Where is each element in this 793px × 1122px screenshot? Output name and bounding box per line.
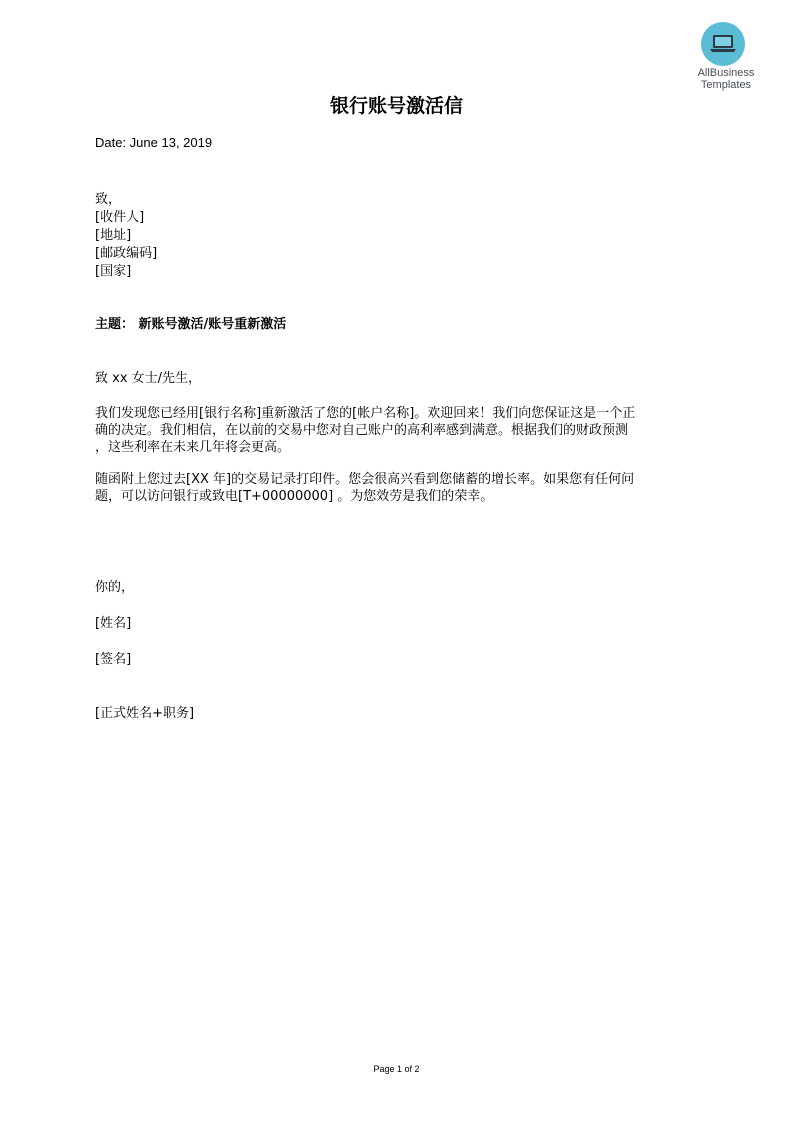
- letter-salutation: 致 xx 女士/先生，: [95, 371, 202, 386]
- paragraph-2-line-2: 题，可以访问银行或致电[T+00000000] 。为您效劳是我们的荣幸。: [95, 489, 494, 504]
- recipient-name: [收件人]: [95, 210, 145, 225]
- sender-formal-name: [正式姓名+职务]: [95, 706, 195, 721]
- paragraph-1-line-3: ，这些利率在未来几年将会更高。: [95, 440, 291, 455]
- recipient-to: 致，: [95, 192, 122, 207]
- recipient-postcode: [邮政编码]: [95, 246, 158, 261]
- logo-text: [690, 67, 762, 91]
- recipient-country: [国家]: [95, 264, 132, 279]
- logo-line-2: Templates: [700, 79, 752, 91]
- body-paragraph-2: [95, 471, 705, 505]
- logo-line-1: AllBusiness: [697, 67, 755, 79]
- body-paragraph-1: [95, 405, 705, 456]
- recipient-address: [地址]: [95, 228, 132, 243]
- paragraph-1-line-2: 确的决定。我们相信，在以前的交易中您对自己账户的高利率感到满意。根据我们的财政预测: [95, 423, 629, 438]
- laptop-icon: [701, 22, 745, 66]
- paragraph-1-line-1: 我们发现您已经用[银行名称]重新激活了您的[帐户名称]。欢迎回来！我们向您保证这是一个正: [95, 406, 636, 421]
- letter-date: Date: June 13, 2019: [95, 135, 213, 150]
- sender-name: [姓名]: [95, 616, 132, 631]
- logo-circle: [701, 22, 745, 66]
- page-number: Page 1 of 2: [373, 1064, 420, 1074]
- letter-closing: 你的，: [95, 580, 135, 595]
- allbusiness-logo: [690, 20, 762, 96]
- letter-title: 银行账号激活信: [329, 95, 463, 117]
- recipient-block: [95, 191, 157, 281]
- letter-subject: 主题： 新账号激活/账号重新激活: [95, 317, 287, 332]
- paragraph-2-line-1: 随函附上您过去[XX 年]的交易记录打印件。您会很高兴看到您储蓄的增长率。如果您有任何问: [95, 472, 635, 487]
- sender-signature: [签名]: [95, 652, 132, 667]
